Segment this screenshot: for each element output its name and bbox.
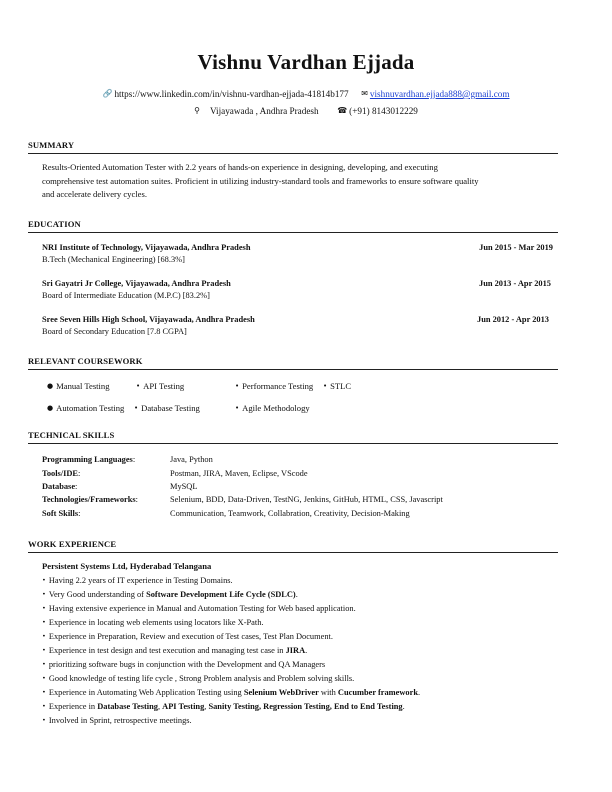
summary-text xyxy=(42,161,552,202)
map-pin-icon: ⚲ xyxy=(194,106,200,116)
school-dates: Jun 2012 - Apr 2013 xyxy=(477,315,549,324)
experience-bullet: • Experience in test design and test execution and managing test case in JIRA. xyxy=(42,646,308,655)
skill-label: Soft Skills: xyxy=(42,509,81,518)
skill-label: Technologies/Frameworks: xyxy=(42,495,138,504)
experience-bullet: • Having 2.2 years of IT experience in Testing Domains. xyxy=(42,576,233,585)
experience-bullet: • Involved in Sprint, retrospective meetings. xyxy=(42,716,192,725)
email-link[interactable]: vishnuvardhan.ejjada888@gmail.com xyxy=(369,88,510,99)
skill-value: Communication, Teamwork, Collabration, Creativity, Decision-Making xyxy=(170,509,410,518)
course-item: ● Automation Testing xyxy=(47,403,125,413)
school-dates: Jun 2015 - Mar 2019 xyxy=(479,243,553,252)
section-divider xyxy=(28,369,558,370)
linkedin-link[interactable]: https://www.linkedin.com/in/vishnu-vardhan-ejjada-41814b177 xyxy=(114,88,349,99)
experience-bullet: • Good knowledge of testing life cycle , Strong Problem analysis and Problem solving skills. xyxy=(42,674,355,683)
skill-value: Postman, JIRA, Maven, Eclipse, VScode xyxy=(170,469,308,478)
coursework-heading: RELEVANT COURSEWORK xyxy=(28,356,143,366)
experience-bullet: • prioritizing software bugs in conjunction with the Development and QA Managers xyxy=(42,660,326,669)
experience-bullet: • Experience in Database Testing, API Testing, Sanity Testing, Regression Testing, End to End Testing. xyxy=(42,702,405,711)
link-icon: 🔗 xyxy=(102,89,113,99)
skill-label: Database: xyxy=(42,482,78,491)
location-text: Vijayawada , Andhra Pradesh xyxy=(209,105,319,116)
course-item: ● Manual Testing xyxy=(47,381,110,391)
school-degree: Board of Secondary Education [7.8 CGPA] xyxy=(42,327,187,336)
course-item: • Agile Methodology xyxy=(235,403,310,413)
summary-line: Results-Oriented Automation Tester with 2.2 years of hands-on experience in designing, developing, and executing xyxy=(42,162,438,172)
skill-label: Programming Languages: xyxy=(42,455,136,464)
summary-line: and accelerate delivery cycles. xyxy=(42,189,147,200)
summary-line: comprehensive test automation suites. Proficient in utilizing industry-standard tools and frameworks to ensure software quality xyxy=(42,175,479,186)
section-divider xyxy=(28,443,558,444)
course-item: • STLC xyxy=(323,381,352,391)
school-dates: Jun 2013 - Apr 2015 xyxy=(479,279,551,288)
contact-line-2 xyxy=(0,105,612,116)
skill-label: Tools/IDE: xyxy=(42,469,81,478)
school-degree: Board of Intermediate Education (M.P.C) [83.2%] xyxy=(42,291,210,300)
education-heading: EDUCATION xyxy=(28,219,81,229)
mail-icon: ✉ xyxy=(361,89,368,99)
experience-bullet: • Having extensive experience in Manual and Automation Testing for Web based application. xyxy=(42,604,356,613)
company-name: Persistent Systems Ltd, Hyderabad Telangana xyxy=(42,561,212,571)
section-divider xyxy=(28,232,558,233)
contact-line-1 xyxy=(0,88,612,99)
experience-bullet: • Experience in Preparation, Review and execution of Test cases, Test Plan Document. xyxy=(42,632,333,641)
course-item: • Performance Testing xyxy=(235,381,314,391)
candidate-name: Vishnu Vardhan Ejjada xyxy=(197,50,415,74)
experience-heading: WORK EXPERIENCE xyxy=(28,539,117,549)
skills-heading: TECHNICAL SKILLS xyxy=(28,430,115,440)
course-item: • Database Testing xyxy=(134,403,200,413)
experience-bullet: • Experience in Automating Web Application Testing using Selenium WebDriver with Cucumber framework. xyxy=(42,688,421,697)
school-name: Sree Seven Hills High School, Vijayawada, Andhra Pradesh xyxy=(42,315,255,324)
phone-text: (+91) 8143012229 xyxy=(349,105,418,116)
skill-value: MySQL xyxy=(170,482,198,491)
school-degree: B.Tech (Mechanical Engineering) [68.3%] xyxy=(42,255,185,264)
skill-value: Selenium, BDD, Data-Driven, TestNG, Jenkins, GitHub, HTML, CSS, Javascript xyxy=(170,495,443,504)
school-name: NRI Institute of Technology, Vijayawada, Andhra Pradesh xyxy=(42,243,251,252)
summary-heading: SUMMARY xyxy=(28,140,75,150)
experience-bullet: • Very Good understanding of Software Development Life Cycle (SDLC). xyxy=(42,590,298,599)
experience-bullet: • Experience in locating web elements using locators like X-Path. xyxy=(42,618,264,627)
school-name: Sri Gayatri Jr College, Vijayawada, Andhra Pradesh xyxy=(42,279,231,288)
section-divider xyxy=(28,153,558,154)
course-item: • API Testing xyxy=(136,381,185,391)
phone-icon: ☎ xyxy=(337,106,348,116)
section-divider xyxy=(28,552,558,553)
skill-value: Java, Python xyxy=(170,455,213,464)
